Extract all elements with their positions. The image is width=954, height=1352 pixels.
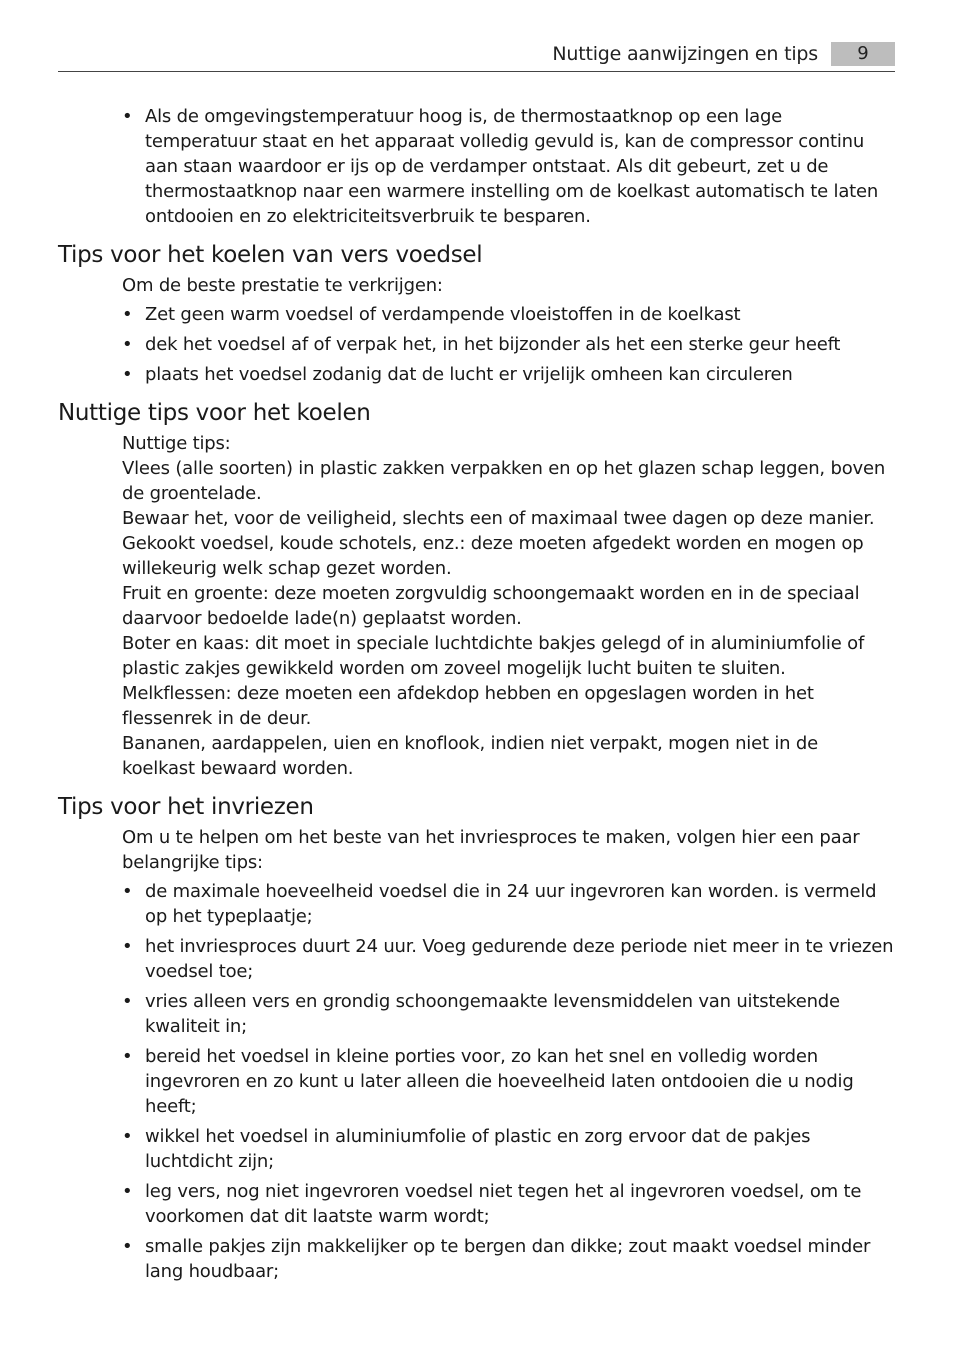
tip-paragraph: Fruit en groente: deze moeten zorgvuldig schoongemaakt worden en in de speciaal daarvoor bedoelde lade(n) geplaatst worden. <box>122 583 860 629</box>
list-item: • Zet geen warm voedsel of verdampende vloeistoffen in de koelkast <box>122 302 895 327</box>
section-heading-fresh: Tips voor het koelen van vers voedsel <box>58 242 483 268</box>
tip-paragraph: Bananen, aardappelen, uien en knoflook, indien niet verpakt, mogen niet in de koelkast bewaard worden. <box>122 733 818 779</box>
page-header <box>58 40 895 72</box>
tip-paragraph: Nuttige tips: <box>122 433 231 454</box>
top-bullet-list <box>58 104 895 229</box>
list-item: • vries alleen vers en grondig schoongemaakte levensmiddelen van uitstekende kwaliteit in; <box>122 989 895 1039</box>
list-item: • Als de omgevingstemperatuur hoog is, de thermostaatknop op een lage temperatuur staat en het apparaat volledig gevuld is, kan de compressor continu aan staan waardoor er ijs op de verdamper ontstaat. Als dit gebeurt, zet u de thermostaatknop naar een warmere instelling om de koelkast automatisch te laten ontdooien en zo elektriciteitsverbruik te besparen. <box>122 104 895 229</box>
freezing-bullet-list <box>58 879 895 1284</box>
list-item: • het invriesproces duurt 24 uur. Voeg gedurende deze periode niet meer in te vriezen voedsel toe; <box>122 934 895 984</box>
tip-paragraph: Vlees (alle soorten) in plastic zakken verpakken en op het glazen schap leggen, boven de groentelade. <box>122 458 886 504</box>
list-item: • dek het voedsel af of verpak het, in het bijzonder als het een sterke geur heeft <box>122 332 895 357</box>
list-item: • bereid het voedsel in kleine porties voor, zo kan het snel en volledig worden ingevroren en zo kunt u later alleen die hoeveelheid laten ontdooien die u nodig heeft; <box>122 1044 895 1119</box>
page-content <box>58 104 895 1289</box>
tip-paragraph: Melkflessen: deze moeten een afdekdop hebben en opgeslagen worden in het flessenrek in de deur. <box>122 683 814 729</box>
section-heading-useful: Nuttige tips voor het koelen <box>58 400 371 426</box>
tip-paragraph: Gekookt voedsel, koude schotels, enz.: deze moeten afgedekt worden en mogen op willekeurig welk schap gezet worden. <box>122 533 864 579</box>
fresh-bullet-list <box>58 302 895 387</box>
section-heading-freezing: Tips voor het invriezen <box>58 794 314 820</box>
tip-paragraph: Boter en kaas: dit moet in speciale luchtdichte bakjes gelegd of in aluminiumfolie of plastic zakjes gewikkeld worden om zoveel mogelijk lucht buiten te sluiten. <box>122 633 865 679</box>
useful-tips-block <box>122 431 895 781</box>
list-item: • wikkel het voedsel in aluminiumfolie of plastic en zorg ervoor dat de pakjes luchtdicht zijn; <box>122 1124 895 1174</box>
list-item: • de maximale hoeveelheid voedsel die in 24 uur ingevroren kan worden. is vermeld op het typeplaatje; <box>122 879 895 929</box>
page-number: 9 <box>831 42 895 66</box>
list-item: • plaats het voedsel zodanig dat de lucht er vrijelijk omheen kan circuleren <box>122 362 895 387</box>
list-item: • leg vers, nog niet ingevroren voedsel niet tegen het al ingevroren voedsel, om te voorkomen dat dit laatste warm wordt; <box>122 1179 895 1229</box>
section-intro-freezing: Om u te helpen om het beste van het invriesproces te maken, volgen hier een paar belangrijke tips: <box>122 827 860 873</box>
tip-paragraph: Bewaar het, voor de veiligheid, slechts een of maximaal twee dagen op deze manier. <box>122 508 875 529</box>
section-intro-fresh: Om de beste prestatie te verkrijgen: <box>122 275 443 296</box>
list-item: • smalle pakjes zijn makkelijker op te bergen dan dikke; zout maakt voedsel minder lang houdbaar; <box>122 1234 895 1284</box>
header-title: Nuttige aanwijzingen en tips <box>552 43 818 65</box>
